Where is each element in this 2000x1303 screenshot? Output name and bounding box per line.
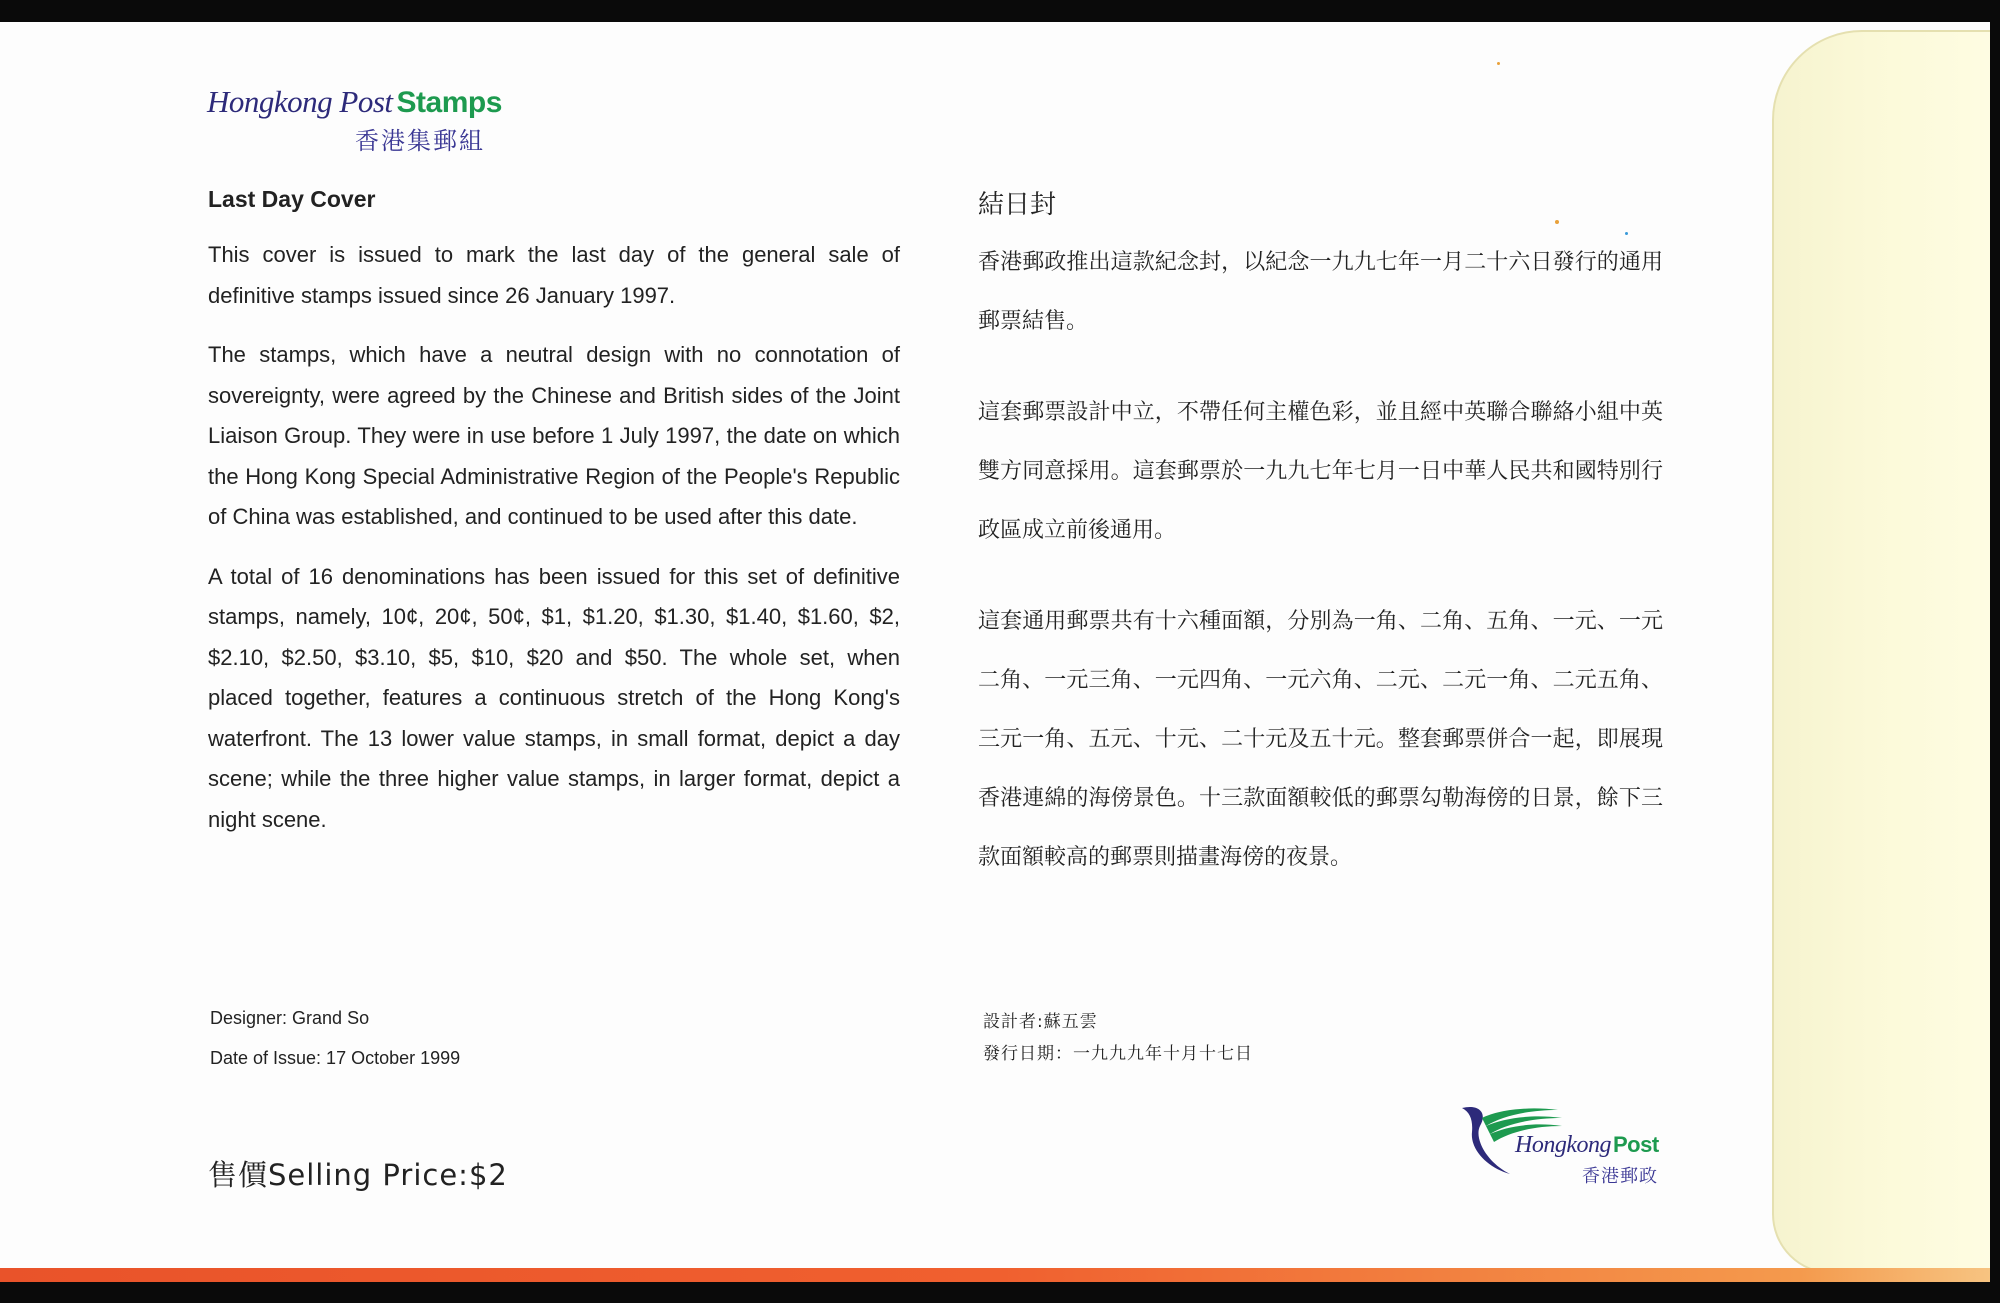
chinese-paragraph-1: 香港郵政推出這款紀念封，以紀念一九九七年一月二十六日發行的通用郵票結售。 [978, 250, 1663, 334]
chinese-column [978, 184, 1663, 887]
issue-date: Date of Issue: 17 October 1999 [210, 1048, 461, 1068]
chinese-paragraph-3: 這套通用郵票共有十六種面額，分別為一角、二角、五角、一元、一元二角、一元三角、一元四角、一元六角、二元、二元一角、二元五角、三元一角、五元、十元、二十元及五十元。整套郵票併合一起，即展現香港連綿的海傍景色。十三款面額較低的郵票勾勒海傍的日景，餘下三款面額較高的郵票則描畫海傍的夜景。 [978, 609, 1663, 870]
footer-logo-brand: Hongkong [1515, 1132, 1611, 1158]
scan-speck [1625, 232, 1628, 235]
english-column [208, 186, 900, 840]
chinese-paragraph-2: 這套郵票設計中立，不帶任何主權色彩，並且經中英聯合聯絡小組中英雙方同意採用。這套郵票於一九九七年七月一日中華人民共和國特別行政區成立前後通用。 [978, 400, 1663, 543]
logo-brand-text: Hongkong Post [207, 84, 393, 119]
english-paragraph-3: A total of 16 denominations has been issued for this set of definitive stamps, namely, 10¢, 20¢, 50¢, $1, $1.20, $1.30, $1.40, $1.60, $2, $2.10, $2.50, $3.10, $5, $10, $20 and $50. The whole set, when placed together, features a continuous stretch of the Hong Kong's waterfront. The 13 lower value stamps, in small format, depict a day scene; while the three higher value stamps, in larger format, depict a night scene. [208, 563, 900, 832]
orange-border-band [0, 1268, 2000, 1282]
scan-border-bottom [0, 1282, 2000, 1303]
logo-product-text: Stamps [396, 86, 502, 119]
hongkong-post-stamps-logo [207, 84, 502, 155]
chinese-title: 結日封 [978, 190, 1057, 220]
scan-speck [1555, 220, 1559, 224]
english-paragraph-1: This cover is issued to mark the last day of the general sale of definitive stamps issued since 26 January 1997. [208, 242, 900, 308]
issue-date-chinese: 發行日期：一九九九年十月十七日 [983, 1044, 1253, 1064]
footer-logo-text [1515, 1132, 1659, 1159]
scan-border-right [1990, 0, 2000, 1303]
selling-price: 售價Selling Price:$2 [208, 1158, 508, 1192]
footer-logo-chinese: 香港郵政 [1582, 1166, 1658, 1187]
designer-credit-chinese: 設計者:蘇五雲 [983, 1012, 1098, 1032]
designer-credit: Designer: Grand So [210, 1008, 370, 1028]
logo-chinese-text: 香港集郵組 [355, 127, 485, 155]
english-paragraph-2: The stamps, which have a neutral design with no connotation of sovereignty, were agreed by the Chinese and British sides of the Joint Liaison Group. They were in use before 1 July 1997, the date on which the Hong Kong Special Administrative Region of the People's Republic of China was established, and continued to be used after this date. [208, 342, 900, 529]
hongkong-post-logo [1458, 1102, 1668, 1192]
english-title: Last Day Cover [208, 186, 376, 212]
scan-speck [1497, 62, 1500, 65]
envelope-flap [1772, 30, 2000, 1274]
footer-logo-post: Post [1612, 1132, 1659, 1157]
